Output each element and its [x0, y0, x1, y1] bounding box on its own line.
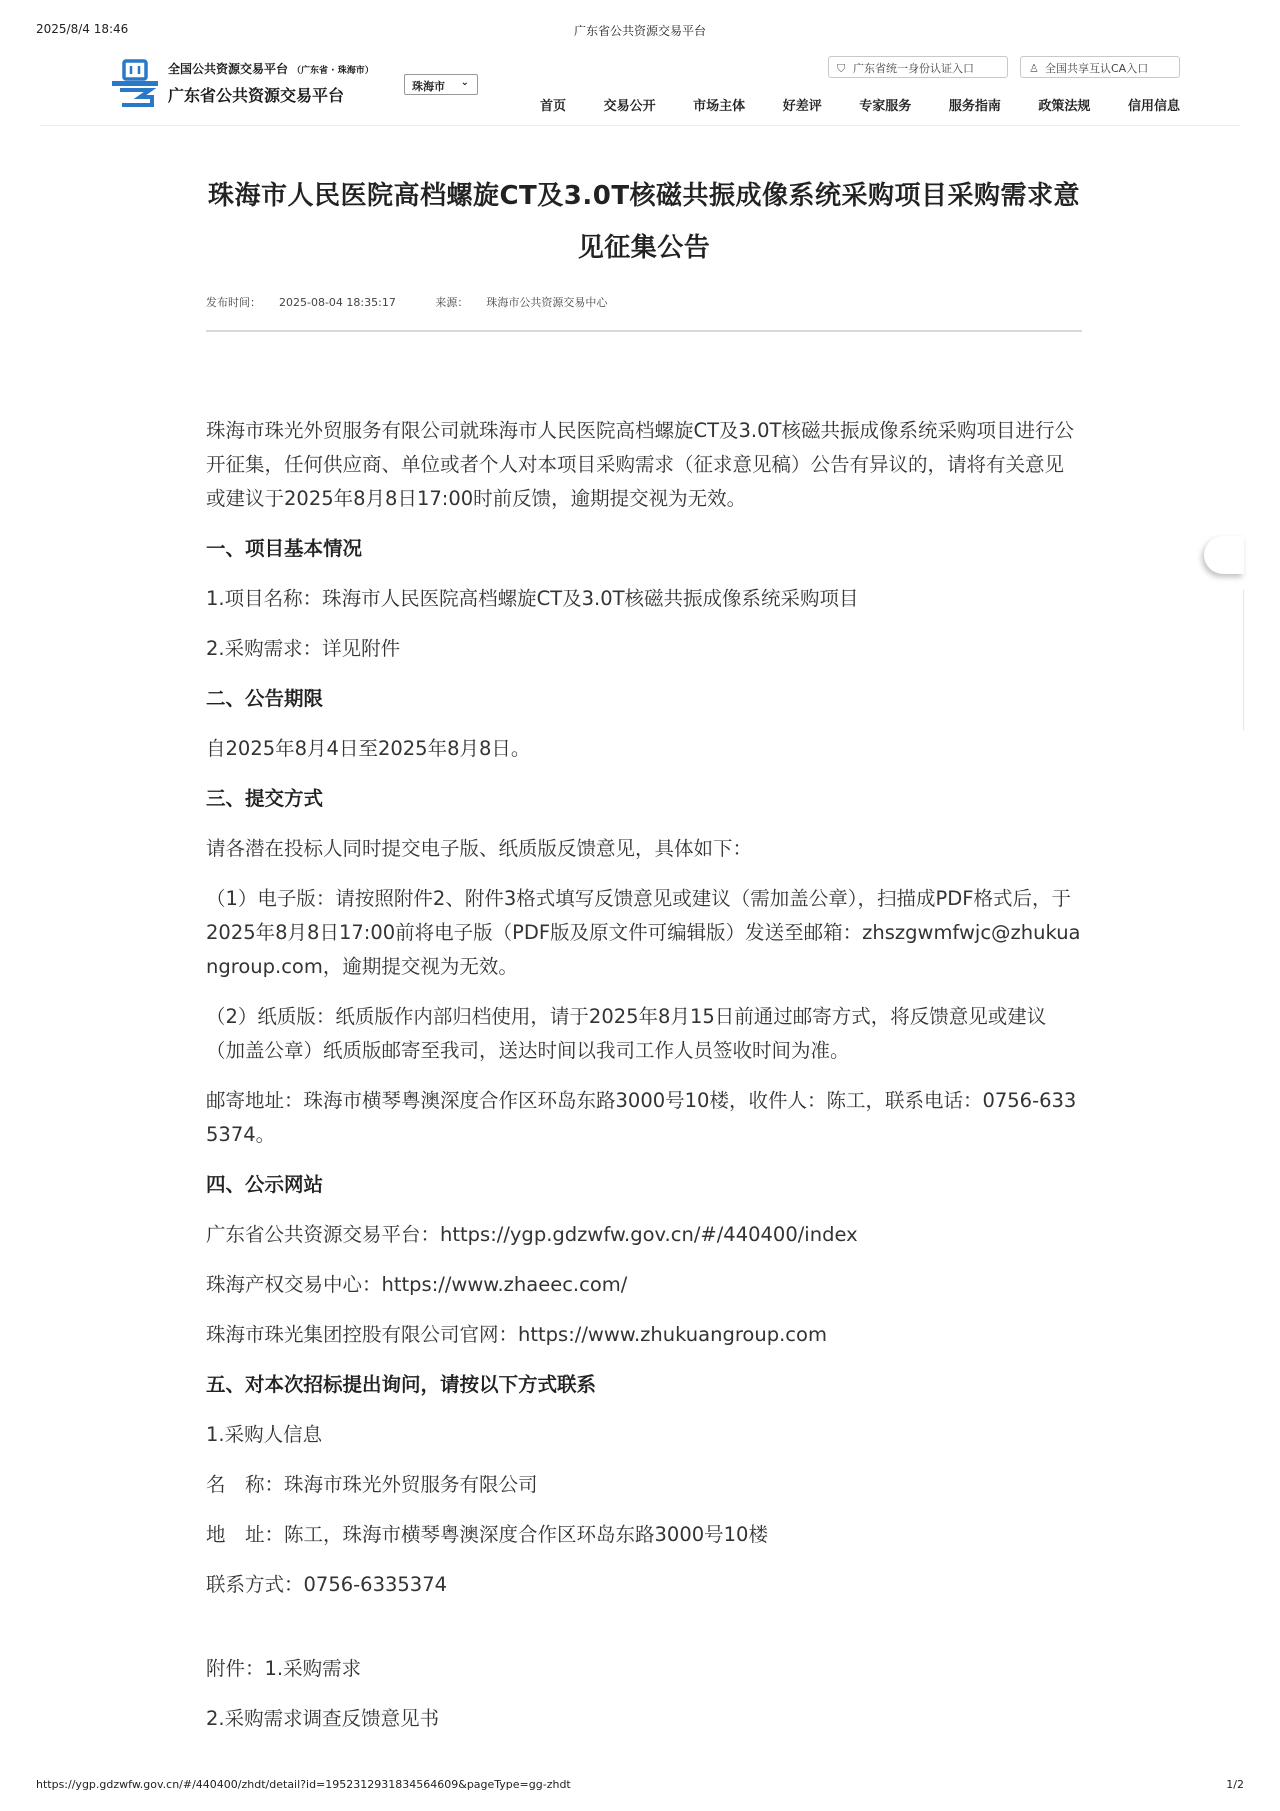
main-nav	[540, 92, 1180, 116]
city-select[interactable]	[404, 74, 478, 95]
paper-submission: （2）纸质版：纸质版作内部归档使用，请于2025年8月15日前通过邮寄方式，将反馈意见或建议（加盖公章）纸质版邮寄至我司，送达时间以我司工作人员签收时间为准。	[206, 1005, 1047, 1062]
article-source: 来源： 珠海市公共资源交易中心	[435, 296, 608, 309]
article-body	[206, 414, 1082, 1752]
website-gd-platform[interactable]: 广东省公共资源交易平台：https://ygp.gdzwfw.gov.cn/#/440400/index	[206, 1223, 858, 1246]
project-name: 1.项目名称：珠海市人民医院高档螺旋CT及3.0T核磁共振成像系统采购项目	[206, 587, 859, 610]
electronic-submission: （1）电子版：请按照附件2、附件3格式填写反馈意见或建议（需加盖公章），扫描成PDF格式后，于2025年8月8日17:00前将电子版（PDF版及原文件可编辑版）发送至邮箱：zhszgwmfwjc@zhukuangroup.com，逾期提交视为无效。	[206, 887, 1081, 978]
nav-reviews[interactable]: 好差评	[782, 99, 822, 114]
publish-time: 发布时间： 2025-08-04 18:35:17	[206, 296, 396, 309]
nav-expert-service[interactable]: 专家服务	[859, 99, 912, 114]
buyer-name: 名 称：珠海市珠光外贸服务有限公司	[206, 1473, 538, 1496]
nav-home[interactable]: 首页	[540, 99, 567, 114]
procurement-requirement: 2.采购需求：详见附件	[206, 637, 401, 660]
intro-paragraph: 珠海市珠光外贸服务有限公司就珠海市人民医院高档螺旋CT及3.0T核磁共振成像系统采购项目进行公开征集，任何供应商、单位或者个人对本项目采购需求（征求意见稿）公告有异议的，请将有关意见或建议于2025年8月8日17:00时前反馈，逾期提交视为无效。	[206, 419, 1074, 510]
section-heading: 一、项目基本情况	[206, 537, 363, 560]
section-heading: 二、公告期限	[206, 687, 324, 710]
floating-side-button[interactable]	[1204, 536, 1244, 574]
section-heading: 四、公示网站	[206, 1173, 324, 1196]
section-heading: 三、提交方式	[206, 787, 324, 810]
nav-market-entities[interactable]: 市场主体	[693, 99, 746, 114]
buyer-address: 地 址：陈工，珠海市横琴粤澳深度合作区环岛东路3000号10楼	[206, 1523, 768, 1546]
mailing-address: 邮寄地址：珠海市横琴粤澳深度合作区环岛东路3000号10楼，收件人：陈工，联系电话：0756-6335374。	[206, 1089, 1077, 1146]
user-icon: ♙	[1029, 62, 1039, 75]
article-meta	[206, 294, 1082, 310]
nav-policy[interactable]: 政策法规	[1038, 99, 1091, 114]
notice-period: 自2025年8月4日至2025年8月8日。	[206, 737, 531, 760]
shield-icon: ⛉	[837, 62, 846, 75]
site-logo-text[interactable]	[168, 60, 374, 106]
print-datetime: 2025/8/4 18:46	[36, 22, 129, 36]
submission-intro: 请各潜在投标人同时提交电子版、纸质版反馈意见，具体如下：	[206, 837, 753, 860]
print-url: https://ygp.gdzwfw.gov.cn/#/440400/zhdt/detail?id=1952312931834564609&pageType=gg-zhdt	[36, 1778, 571, 1791]
logo-national-line: 全国公共资源交易平台 （广东省 · 珠海市）	[168, 62, 374, 76]
site-logo-icon[interactable]	[110, 58, 160, 110]
buyer-info-heading: 1.采购人信息	[206, 1423, 323, 1446]
section-heading: 五、对本次招标提出询问，请按以下方式联系	[206, 1373, 597, 1396]
chevron-down-icon: ⌄	[460, 77, 469, 88]
attachment-2[interactable]: 2.采购需求调查反馈意见书	[206, 1707, 440, 1730]
article-header	[206, 170, 1082, 332]
print-footer	[36, 1778, 1244, 1798]
gd-identity-login-link[interactable]: ⛉ 广东省统一身份认证入口	[828, 56, 1008, 78]
website-zhukuang[interactable]: 珠海市珠光集团控股有限公司官网：https://www.zhukuangroup.com	[206, 1323, 827, 1346]
site-header	[40, 50, 1240, 126]
ca-login-link[interactable]: ♙ 全国共享互认CA入口	[1020, 56, 1180, 78]
nav-trade-public[interactable]: 交易公开	[603, 99, 656, 114]
side-scroll-track	[1243, 590, 1244, 730]
nav-service-guide[interactable]: 服务指南	[948, 99, 1001, 114]
article-title: 珠海市人民医院高档螺旋CT及3.0T核磁共振成像系统采购项目采购需求意见征集公告	[207, 181, 1081, 263]
nav-credit[interactable]: 信用信息	[1127, 99, 1180, 114]
print-page-number: 1/2	[1226, 1778, 1244, 1791]
buyer-contact: 联系方式：0756-6335374	[206, 1573, 448, 1596]
logo-platform-name: 广东省公共资源交易平台	[168, 86, 345, 105]
print-header	[36, 22, 1244, 42]
attachment-1[interactable]: 附件：1.采购需求	[206, 1657, 362, 1680]
website-zhaeec[interactable]: 珠海产权交易中心：https://www.zhaeec.com/	[206, 1273, 628, 1296]
spacer	[206, 1618, 1082, 1652]
print-page-title: 广东省公共资源交易平台	[573, 24, 706, 38]
city-select-value: 珠海市	[412, 80, 445, 93]
divider	[206, 330, 1082, 332]
